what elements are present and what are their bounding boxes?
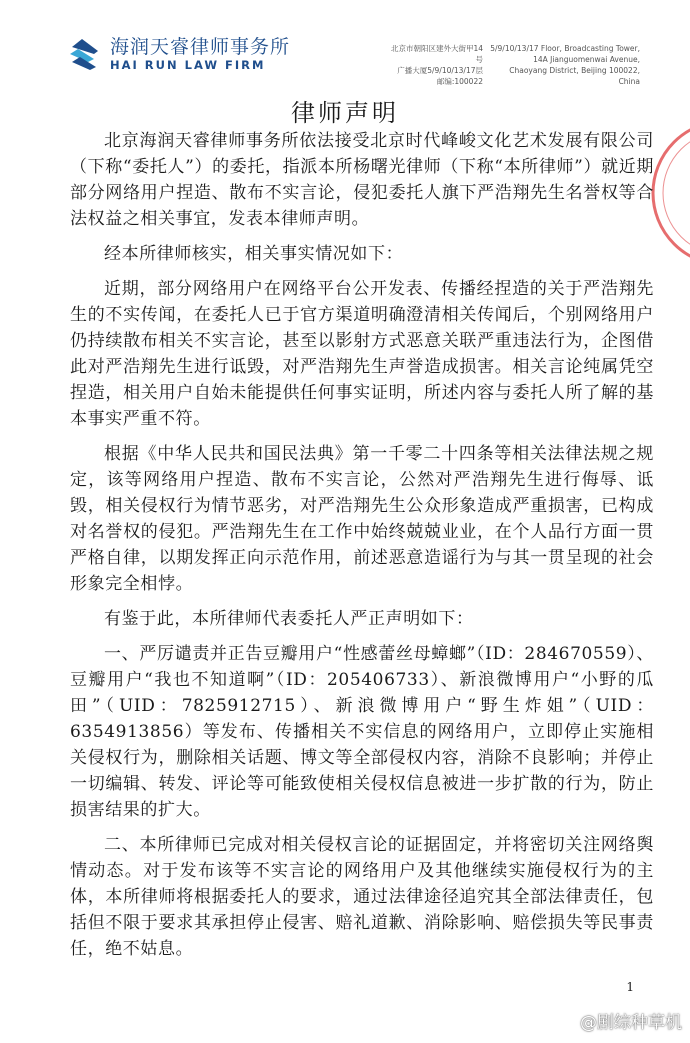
address-line: 广播大厦5/9/10/13/17层 (397, 66, 483, 75)
weibo-watermark: @剧综种草机 (580, 1013, 682, 1033)
address-line: 邮编:100022 (436, 77, 483, 86)
official-seal (650, 118, 690, 268)
paragraph-facts-intro: 经本所律师核实，相关事实情况如下： (104, 244, 404, 264)
address-line: 5/9/10/13/17 Floor, Broadcasting Tower, (490, 44, 640, 53)
document-title: 律师声明 (291, 99, 399, 127)
firm-name-cn: 海润天睿律师事务所 (110, 36, 291, 58)
paragraph-legal-basis: 根据《中华人民共和国民法典》第一千零二十四条等相关法律法规之规定，该等网络用户捏造、散布不实言论，公然对严浩翔先生进行侮辱、诋毁，相关侵权行为情节恶劣，对严浩翔先生公众形象造成严重损害，已构成对名誉权的侵犯。严浩翔先生在工作中始终兢兢业业，在个人品行方面一贯严格自律，以期发挥正向示范作用，前述恶意造谣行为与其一贯呈现的社会形象完全相悖。 (70, 444, 654, 594)
paragraph-clause-1: 一、严厉谴责并正告豆瓣用户“性感蕾丝母蟑螂”（ID：284670559）、豆瓣用户“我也不知道啊”（ID：205406733）、新浪微博用户“小野的瓜田”（UID：7825912715）、新浪微博用户“野生炸姐”（UID：6354913856）等发布、传播相关不实信息的网络用户，立即停止实施相关侵权行为，删除相关话题、博文等全部侵权内容，消除不良影响；并停止一切编辑、转发、评论等可能致使相关侵权信息被进一步扩散的行为，防止损害结果的扩大。 (70, 644, 654, 820)
document-body (70, 0, 682, 1033)
paragraph-declaration-intro: 有鉴于此，本所律师代表委托人严正声明如下： (104, 609, 474, 629)
address-line: Chaoyang District, Beijing 100022, China (509, 66, 640, 86)
address-line: 北京市朝阳区建外大街甲14号 (390, 44, 483, 64)
paragraph-intro: 北京海润天睿律师事务所依法接受北京时代峰峻文化艺术发展有限公司（下称“委托人”）的委托，指派本所杨曙光律师（下称“本所律师”）就近期部分网络用户捏造、散布不实言论，侵犯委托人旗下严浩翔先生名誉权等合法权益之相关事宜，发表本律师声明。 (70, 131, 654, 229)
address-line: 14A Jianguomenwai Avenue, (533, 55, 640, 64)
paragraph-facts: 近期，部分网络用户在网络平台公开发表、传播经捏造的关于严浩翔先生的不实传闻，在委托人已于官方渠道明确澄清相关传闻后，个别网络用户仍持续散布相关不实言论，甚至以影射方式恶意关联严重违法行为，企图借此对严浩翔先生进行诋毁，对严浩翔先生声誉造成损害。相关言论纯属凭空捏造，相关用户自始未能提供任何事实证明，所述内容与委托人所了解的基本事实严重不符。 (70, 279, 654, 429)
firm-name-en: HAI RUN LAW FIRM (110, 58, 266, 72)
page-number: 1 (626, 980, 634, 994)
paragraph-clause-2: 二、本所律师已完成对相关侵权言论的证据固定，并将密切关注网络舆情动态。对于发布该等不实言论的网络用户及其他继续实施侵权行为的主体，本所律师将根据委托人的要求，通过法律途径追究其全部法律责任，包括但不限于要求其承担停止侵害、赔礼道歉、消除影响、赔偿损失等民事责任，绝不姑息。 (70, 835, 654, 959)
